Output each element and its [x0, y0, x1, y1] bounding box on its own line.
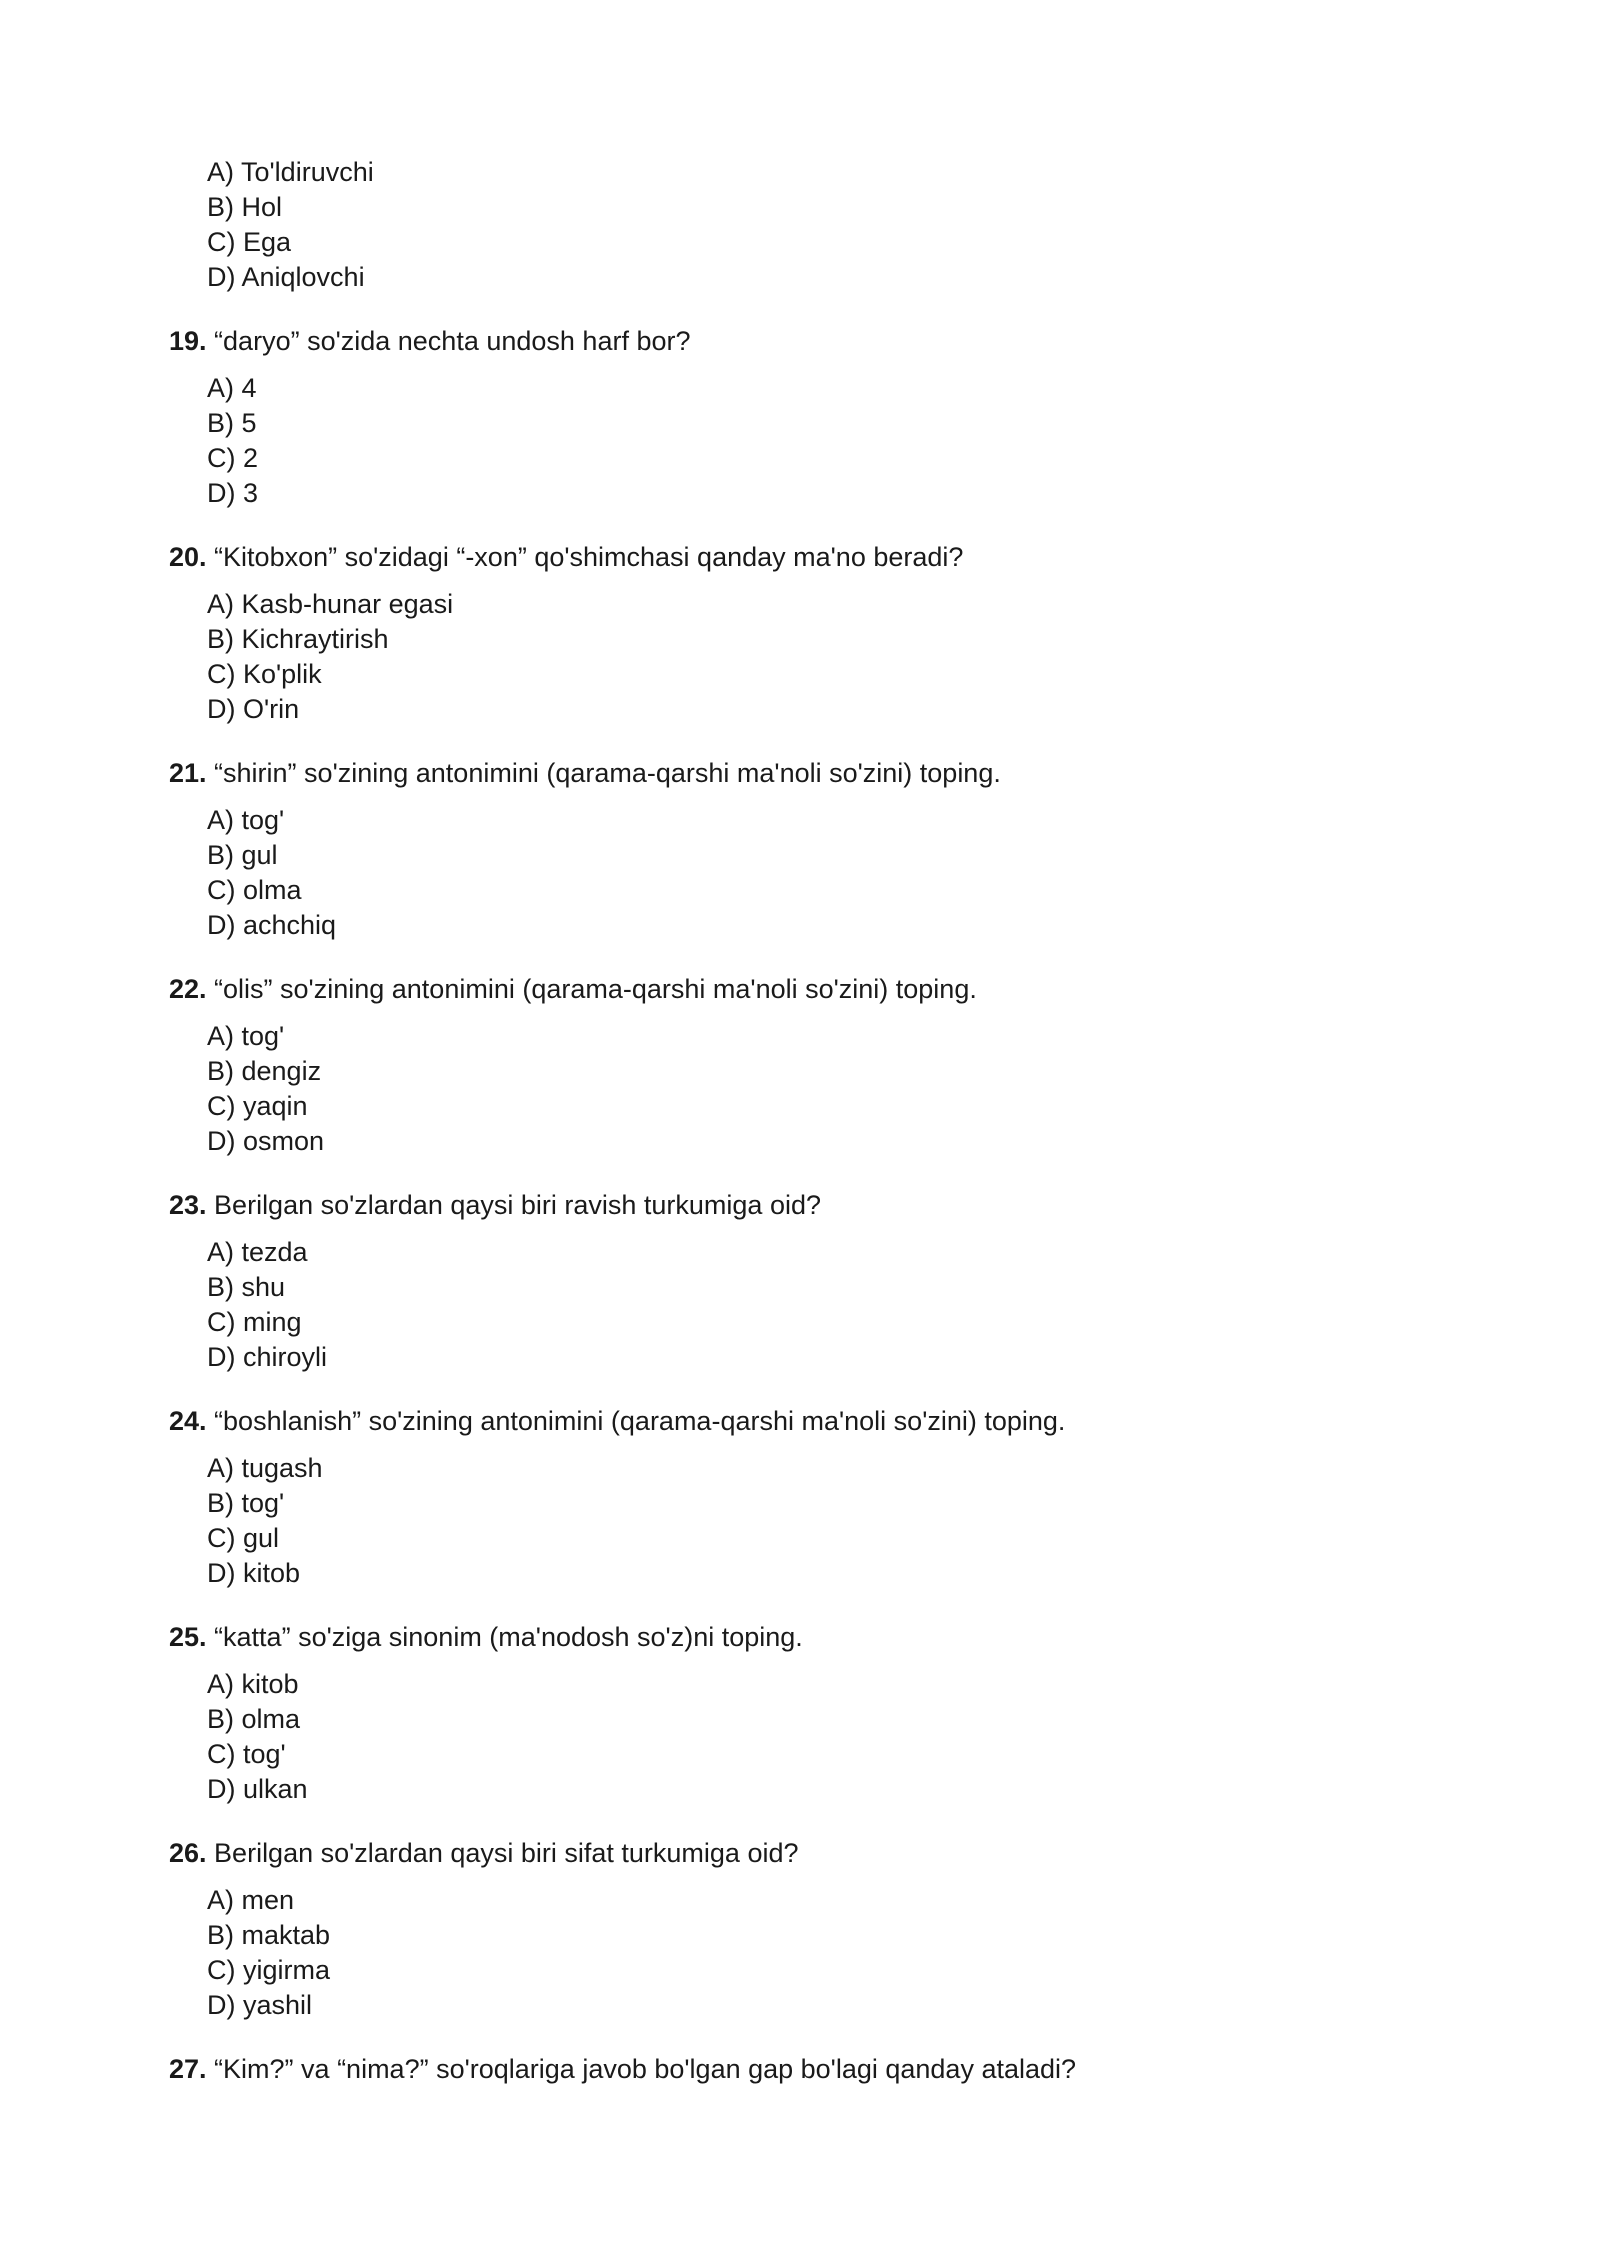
option-c: C) gul [207, 1523, 280, 1553]
question-27 [169, 2054, 1076, 2084]
option-d: D) chiroyli [207, 1342, 328, 1372]
question-text: “Kim?” va “nima?” so'roqlariga javob bo'lgan gap bo'lagi qanday ataladi? [206, 2054, 1077, 2084]
option-a: A) men [207, 1885, 295, 1915]
option-a: A) tog' [207, 1021, 285, 1051]
option-a: A) tog' [207, 805, 285, 835]
option-d: D) kitob [207, 1558, 301, 1588]
question-20 [169, 542, 963, 572]
option-c: C) Ega [207, 227, 292, 257]
option-b: B) dengiz [207, 1056, 322, 1086]
option-b: B) Hol [207, 192, 283, 222]
option-b: B) tog' [207, 1488, 285, 1518]
option-a: A) kitob [207, 1669, 299, 1699]
question-text: “katta” so'ziga sinonim (ma'nodosh so'z)ni toping. [206, 1622, 803, 1652]
option-d: D) yashil [207, 1990, 313, 2020]
option-a: A) Kasb-hunar egasi [207, 589, 454, 619]
question-number: 19. [169, 326, 207, 356]
option-a: A) 4 [207, 373, 257, 403]
question-text: “Kitobxon” so'zidagi “-xon” qo'shimchasi qanday ma'no beradi? [206, 542, 964, 572]
option-c: C) yaqin [207, 1091, 308, 1121]
option-b: B) Kichraytirish [207, 624, 389, 654]
question-23 [169, 1190, 821, 1220]
option-c: C) Ko'plik [207, 659, 322, 689]
question-22 [169, 974, 977, 1004]
question-text: “olis” so'zining antonimini (qarama-qarshi ma'noli so'zini) toping. [206, 974, 977, 1004]
option-d: D) osmon [207, 1126, 325, 1156]
option-d: D) achchiq [207, 910, 337, 940]
question-number: 27. [169, 2054, 207, 2084]
question-21 [169, 758, 1001, 788]
option-c: C) 2 [207, 443, 259, 473]
question-text: “shirin” so'zining antonimini (qarama-qarshi ma'noli so'zini) toping. [206, 758, 1001, 788]
option-b: B) maktab [207, 1920, 331, 1950]
option-d: D) ulkan [207, 1774, 308, 1804]
question-text: Berilgan so'zlardan qaysi biri sifat turkumiga oid? [206, 1838, 799, 1868]
option-c: C) tog' [207, 1739, 286, 1769]
question-number: 20. [169, 542, 207, 572]
option-b: B) olma [207, 1704, 301, 1734]
question-26 [169, 1838, 799, 1868]
option-c: C) ming [207, 1307, 302, 1337]
question-number: 26. [169, 1838, 207, 1868]
option-d: D) Aniqlovchi [207, 262, 365, 292]
option-c: C) yigirma [207, 1955, 331, 1985]
option-d: D) 3 [207, 478, 259, 508]
option-c: C) olma [207, 875, 302, 905]
question-text: Berilgan so'zlardan qaysi biri ravish turkumiga oid? [206, 1190, 821, 1220]
option-a: A) tugash [207, 1453, 323, 1483]
question-number: 23. [169, 1190, 207, 1220]
option-a: A) tezda [207, 1237, 308, 1267]
question-text: “daryo” so'zida nechta undosh harf bor? [206, 326, 691, 356]
option-b: B) gul [207, 840, 278, 870]
question-text: “boshlanish” so'zining antonimini (qarama-qarshi ma'noli so'zini) toping. [206, 1406, 1066, 1436]
question-number: 21. [169, 758, 207, 788]
question-number: 25. [169, 1622, 207, 1652]
question-25 [169, 1622, 803, 1652]
option-b: B) 5 [207, 408, 257, 438]
question-19 [169, 326, 691, 356]
option-d: D) O'rin [207, 694, 300, 724]
question-number: 24. [169, 1406, 207, 1436]
question-number: 22. [169, 974, 207, 1004]
option-a: A) To'ldiruvchi [207, 157, 374, 187]
question-24 [169, 1406, 1065, 1436]
option-b: B) shu [207, 1272, 286, 1302]
